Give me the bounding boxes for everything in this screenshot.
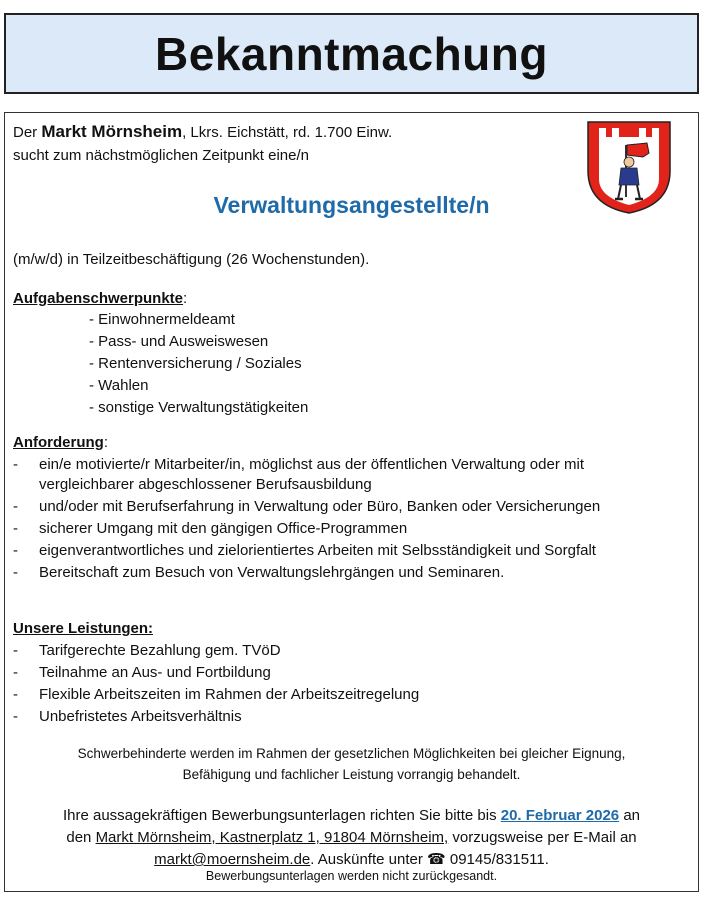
tasks-heading: Aufgabenschwerpunkte — [13, 290, 184, 307]
title-banner — [4, 13, 699, 94]
requirements-colon: : — [103, 434, 108, 451]
bullet-dash: - — [13, 564, 18, 581]
bullet-dash: - — [13, 456, 18, 473]
requirement-item: ein/e motivierte/r Mitarbeiter/in, möglichst aus der öffentlichen Verwaltung oder mit — [39, 456, 584, 473]
task-item: - Rentenversicherung / Soziales — [89, 355, 302, 372]
requirement-item: eigenverantwortliches und zielorientiertes Arbeiten mit Selbsständigkeit und Sorgfalt — [39, 542, 596, 559]
position-title: Verwaltungsangestellte/n — [213, 192, 490, 218]
requirement-item: Bereitschaft zum Besuch von Verwaltungslehrgängen und Seminaren. — [39, 564, 505, 581]
requirements-heading: Anforderung — [13, 434, 104, 451]
application-text: . — [544, 851, 549, 868]
benefit-item: Unbefristetes Arbeitsverhältnis — [39, 708, 242, 725]
bullet-dash: - — [13, 542, 18, 559]
application-line-2 — [5, 827, 698, 848]
tasks-colon: : — [183, 290, 188, 307]
task-item: - Pass- und Ausweiswesen — [89, 333, 269, 350]
task-item: - Wahlen — [89, 377, 149, 394]
disability-note-line-1: Schwerbehinderte werden im Rahmen der gesetzlichen Möglichkeiten bei gleicher Eignung, — [77, 746, 626, 761]
employer-name: Markt Mörnsheim — [41, 122, 183, 141]
application-deadline: 20. Februar 2026 — [500, 807, 620, 824]
bullet-dash: - — [13, 520, 18, 537]
postal-address: Markt Mörnsheim, Kastnerplatz 1, 91804 Mörnsheim, — [95, 829, 449, 846]
announcement-body — [4, 112, 699, 892]
intro-line-1 — [13, 122, 392, 143]
phone-number: 09145/831511 — [449, 851, 545, 868]
requirement-item: sicherer Umgang mit den gängigen Office-Programmen — [39, 520, 408, 537]
phone-icon: ☎ — [427, 851, 450, 868]
bullet-dash: - — [13, 664, 18, 681]
requirement-item-continuation: vergleichbarer abgeschlossener Berufsausbildung — [39, 476, 372, 493]
application-text: . Auskünfte unter — [310, 851, 427, 868]
application-text: vorzugsweise per E-Mail an — [448, 829, 637, 846]
task-item: - Einwohnermeldeamt — [89, 311, 235, 328]
tasks-heading-line — [13, 289, 187, 309]
bullet-dash: - — [13, 686, 18, 703]
footer-note: Bewerbungsunterlagen werden nicht zurückgesandt. — [205, 869, 498, 883]
benefit-item: Teilnahme an Aus- und Fortbildung — [39, 664, 271, 681]
email-link[interactable]: markt@moernsheim.de — [154, 851, 311, 868]
application-text: an — [619, 807, 641, 824]
benefit-item: Flexible Arbeitszeiten im Rahmen der Arbeitszeitregelung — [39, 686, 420, 703]
application-line-3 — [5, 849, 698, 870]
benefits-heading: Unsere Leistungen: — [13, 620, 154, 637]
employment-type: (m/w/d) in Teilzeitbeschäftigung (26 Wochenstunden). — [13, 251, 370, 268]
requirements-heading-line — [13, 433, 108, 453]
page-title: Bekanntmachung — [155, 27, 548, 80]
application-text: Ihre aussagekräftigen Bewerbungsunterlagen richten Sie bitte bis — [62, 807, 501, 824]
disability-note-line-2: Befähigung und fachlicher Leistung vorrangig behandelt. — [182, 767, 521, 782]
task-item: - sonstige Verwaltungstätigkeiten — [89, 399, 309, 416]
requirement-item: und/oder mit Berufserfahrung in Verwaltung oder Büro, Banken oder Versicherungen — [39, 498, 601, 515]
application-line-1 — [5, 805, 698, 826]
benefit-item: Tarifgerechte Bezahlung gem. TVöD — [39, 642, 281, 659]
bullet-dash: - — [13, 642, 18, 659]
bullet-dash: - — [13, 708, 18, 725]
intro-line-2: sucht zum nächstmöglichen Zeitpunkt eine/n — [13, 147, 309, 164]
employer-location: , Lkrs. Eichstätt, rd. 1.700 Einw. — [182, 124, 393, 141]
intro-der: Der — [13, 124, 42, 141]
bullet-dash: - — [13, 498, 18, 515]
application-text: den — [66, 829, 96, 846]
